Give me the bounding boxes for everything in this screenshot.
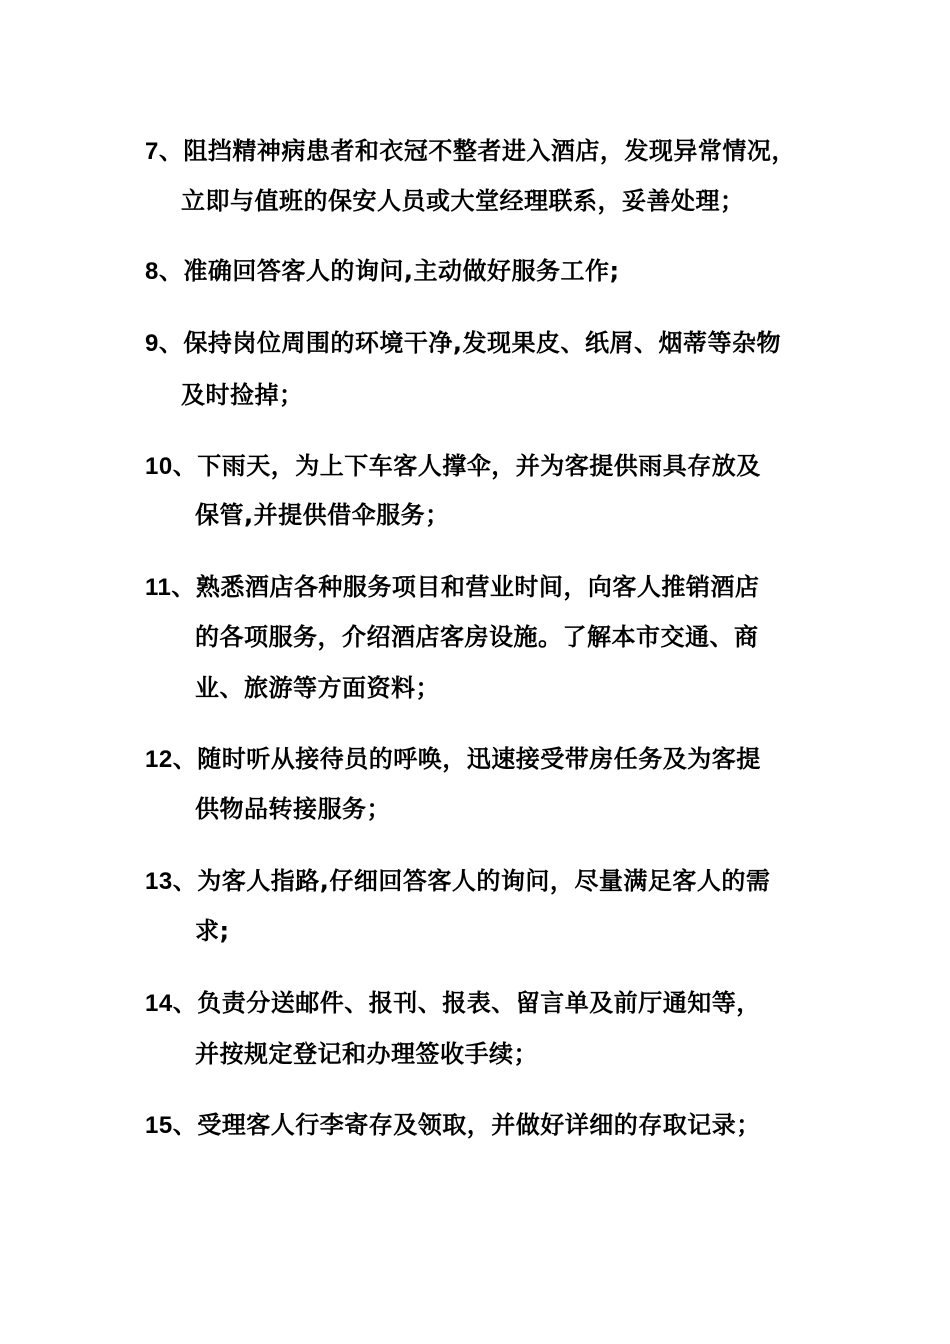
list-item-number: 8 bbox=[145, 258, 159, 285]
list-item-number: 7 bbox=[145, 138, 159, 165]
list-item-13-line-1 bbox=[145, 866, 770, 897]
list-item-9-line-1 bbox=[145, 328, 781, 359]
list-item-15-line-1 bbox=[145, 1110, 761, 1141]
list-item-10-line-1 bbox=[145, 451, 761, 482]
list-item-text: 、受理客人行李寄存及领取，并做好详细的存取记录； bbox=[172, 1111, 761, 1139]
list-item-11-line-2 bbox=[195, 622, 759, 652]
list-item-9-line-2 bbox=[181, 380, 304, 410]
list-item-text: 求; bbox=[195, 917, 230, 945]
list-item-14-line-1 bbox=[145, 988, 761, 1019]
list-item-text: 、为客人指路,仔细回答客人的询问，尽量满足客人的需 bbox=[172, 867, 771, 895]
list-item-number: 11 bbox=[145, 574, 172, 601]
list-item-text: 业、旅游等方面资料； bbox=[195, 674, 440, 702]
list-item-text: 保管,并提供借伞服务； bbox=[195, 501, 450, 529]
list-item-10-line-2 bbox=[195, 500, 450, 530]
list-item-text: 及时捡掉； bbox=[181, 381, 304, 409]
list-item-number: 14 bbox=[145, 990, 173, 1017]
list-item-text: 、下雨天，为上下车客人撑伞，并为客提供雨具存放及 bbox=[172, 452, 761, 480]
list-item-text: 立即与值班的保安人员或大堂经理联系，妥善处理； bbox=[181, 187, 745, 215]
list-item-number: 15 bbox=[145, 1112, 173, 1139]
list-item-8-line-1 bbox=[145, 256, 620, 287]
list-item-7-line-1 bbox=[145, 136, 796, 167]
list-item-text: 、阻挡精神病患者和衣冠不整者进入酒店，发现异常情况， bbox=[158, 137, 796, 165]
list-item-11-line-1 bbox=[145, 572, 759, 603]
list-item-12-line-1 bbox=[145, 744, 761, 775]
list-item-text: 、负责分送邮件、报刊、报表、留言单及前厅通知等， bbox=[172, 989, 761, 1017]
list-item-14-line-2 bbox=[195, 1039, 538, 1069]
list-item-number: 9 bbox=[145, 330, 159, 357]
list-item-number: 12 bbox=[145, 746, 173, 773]
list-item-7-line-2 bbox=[181, 186, 745, 216]
list-item-13-line-2 bbox=[195, 916, 230, 946]
list-item-text: 、随时听从接待员的呼唤，迅速接受带房任务及为客提 bbox=[172, 745, 761, 773]
list-item-11-line-3 bbox=[195, 673, 440, 703]
list-item-text: 的各项服务，介绍酒店客房设施。了解本市交通、商 bbox=[195, 623, 759, 651]
list-item-text: 、准确回答客人的询问,主动做好服务工作; bbox=[158, 257, 620, 285]
list-item-number: 10 bbox=[145, 453, 173, 480]
list-item-text: 并按规定登记和办理签收手续； bbox=[195, 1040, 538, 1068]
list-item-text: 、熟悉酒店各种服务项目和营业时间，向客人推销酒店 bbox=[171, 573, 760, 601]
list-item-12-line-2 bbox=[195, 794, 391, 824]
list-item-text: 供物品转接服务； bbox=[195, 795, 391, 823]
list-item-number: 13 bbox=[145, 868, 173, 895]
list-item-text: 、保持岗位周围的环境干净,发现果皮、纸屑、烟蒂等杂物 bbox=[158, 329, 781, 357]
